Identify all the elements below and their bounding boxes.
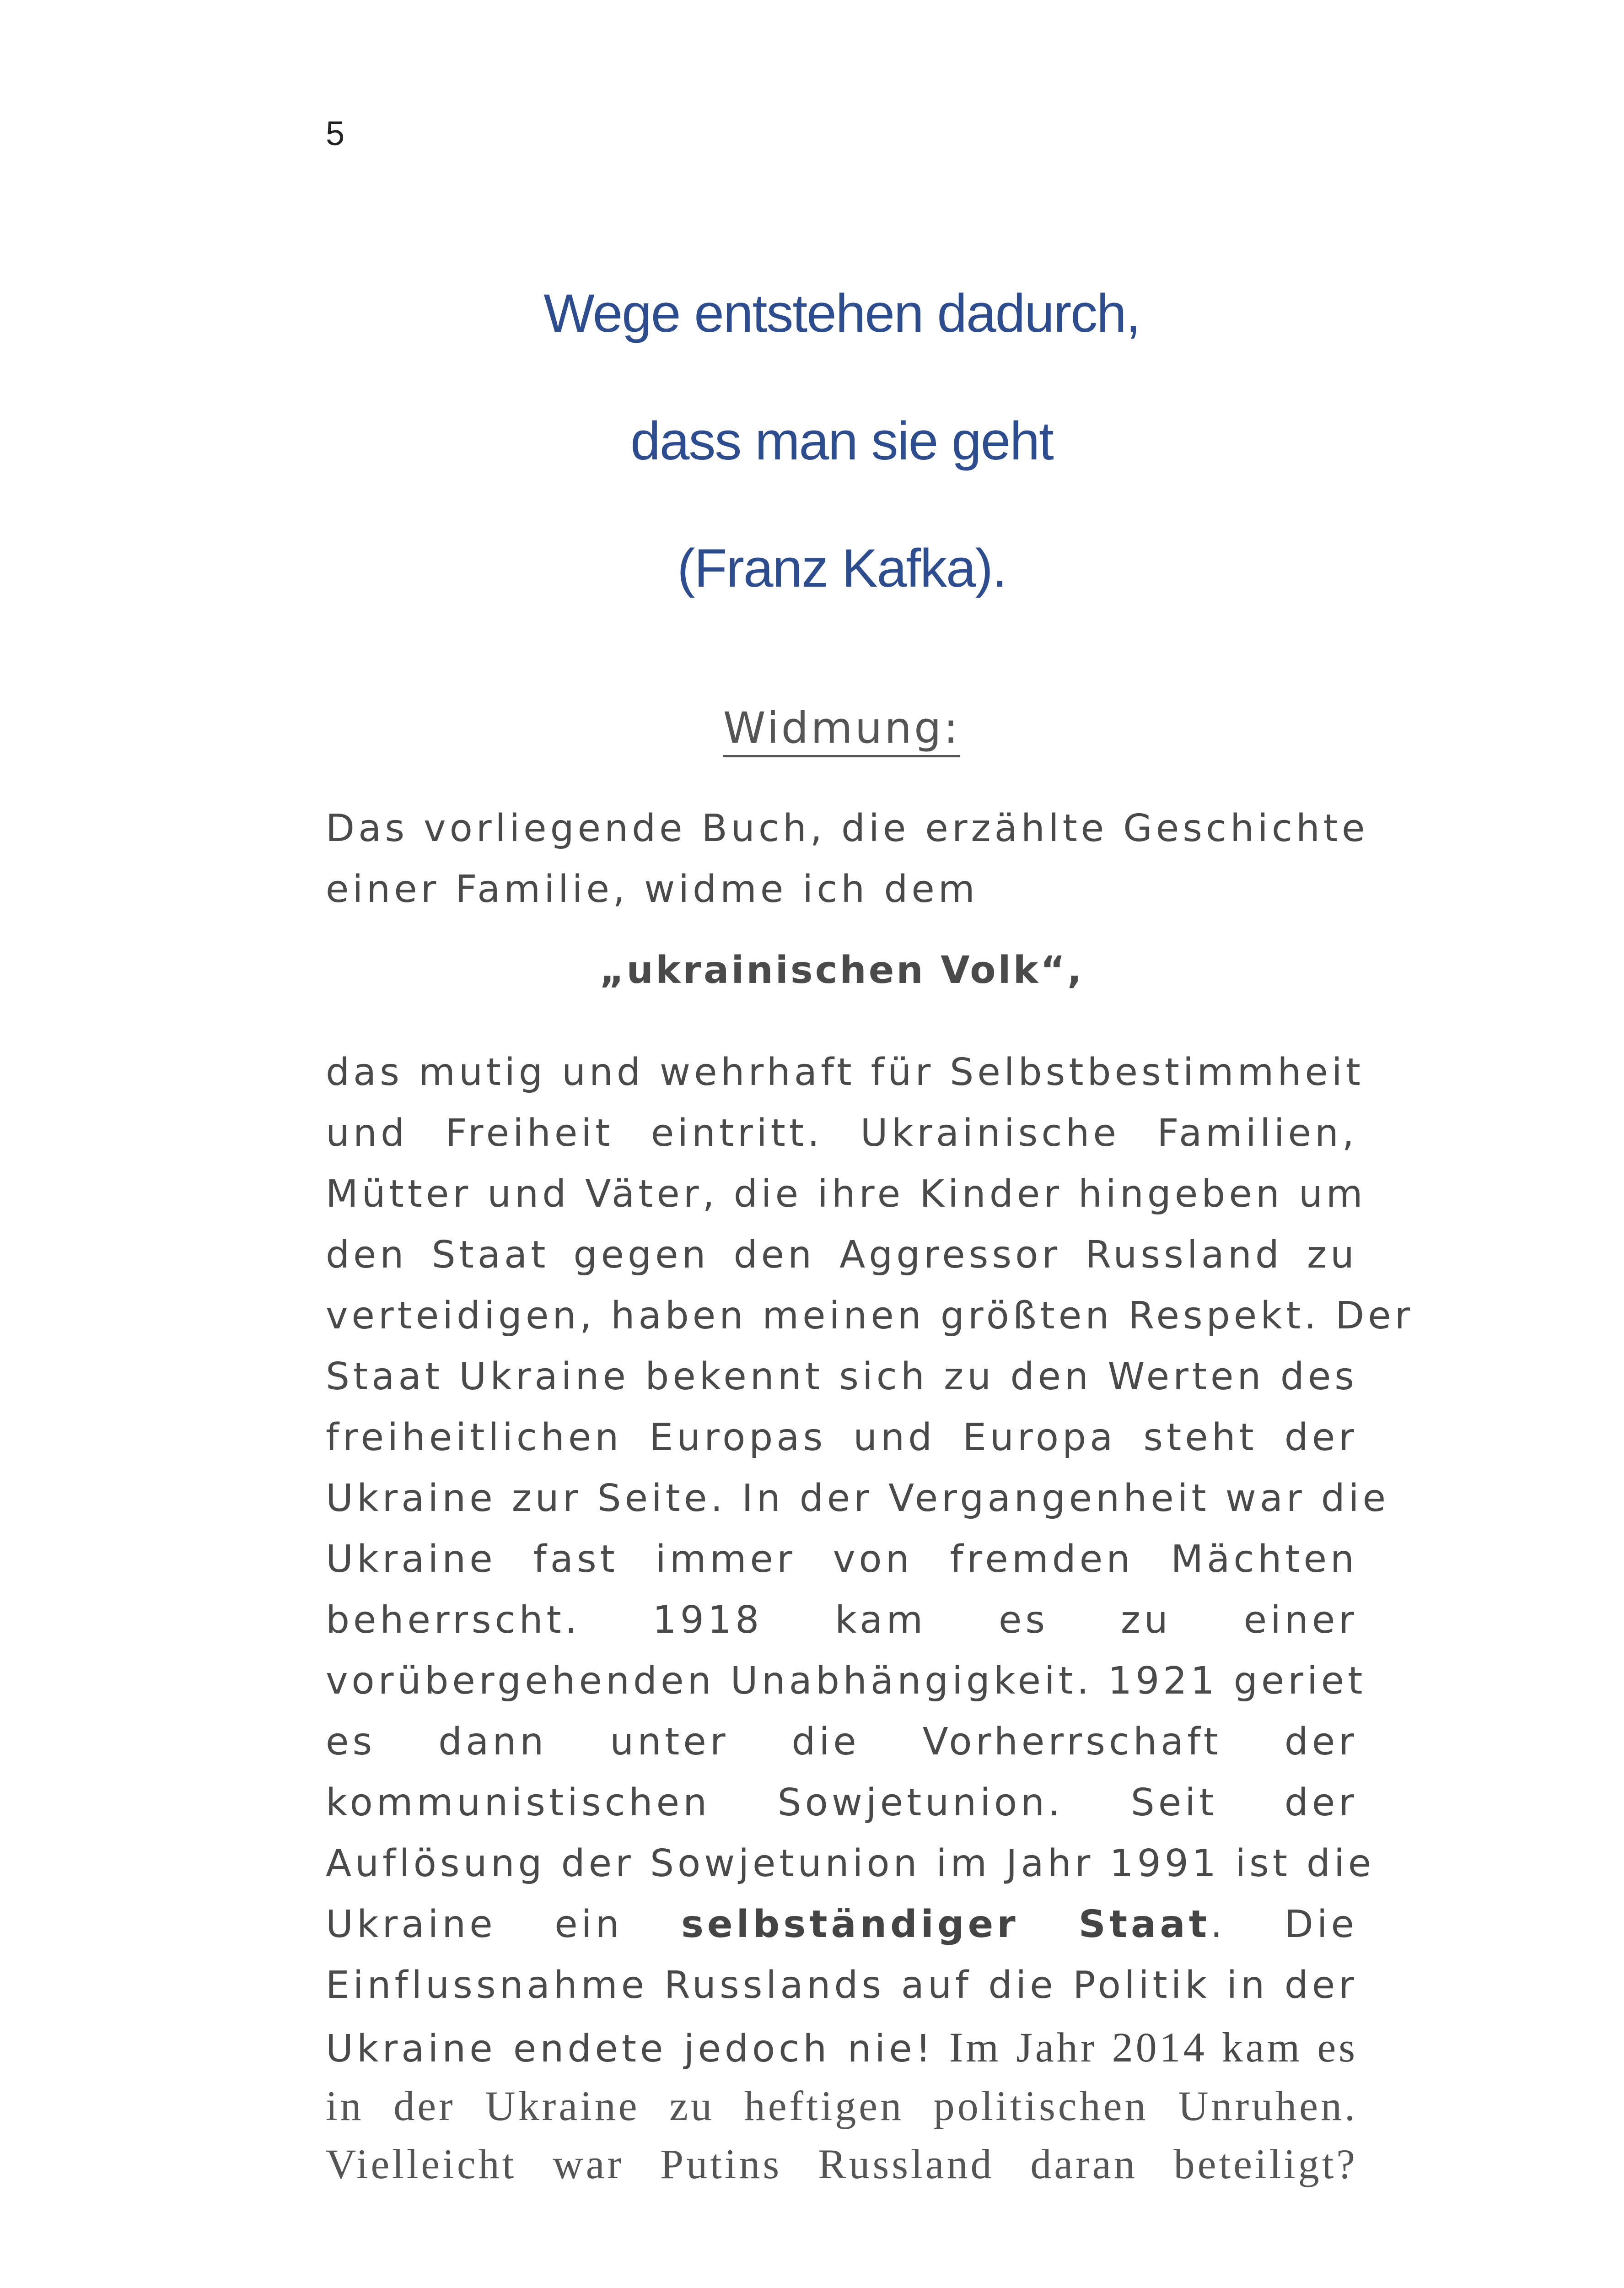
body-line-2: und Freiheit eintritt. Ukrainische Familien, bbox=[326, 1112, 1358, 1155]
body-line-14: Auflösung der Sowjetunion im Jahr 1991 ist die bbox=[326, 1842, 1375, 1885]
dedication-heading bbox=[326, 703, 1358, 753]
body-line-6: Staat Ukraine bekennt sich zu den Werten des bbox=[326, 1355, 1358, 1398]
body-line-17 bbox=[326, 2024, 1358, 2071]
body-line-17-serif: Im Jahr 2014 kam es bbox=[934, 2024, 1358, 2071]
body-line-4: den Staat gegen den Aggressor Russland zu bbox=[326, 1233, 1358, 1277]
body-line-8: Ukraine zur Seite. In der Vergangenheit war die bbox=[326, 1477, 1390, 1520]
emphasis-selbstaendiger-staat: selbständiger Staat bbox=[681, 1903, 1210, 1946]
dedicatee: „ukrainischen Volk“, bbox=[599, 949, 1084, 992]
body-line-9: Ukraine fast immer von fremden Mächten bbox=[326, 1538, 1358, 1581]
body-line-15-end: . Die bbox=[1210, 1903, 1358, 1946]
body-line-1: das mutig und wehrhaft für Selbstbestimmheit bbox=[326, 1051, 1364, 1094]
body-line-17-sans: Ukraine endete jedoch nie! bbox=[326, 2027, 935, 2071]
motto-line-3: (Franz Kafka). bbox=[677, 538, 1006, 599]
body-line-19: Vielleicht war Putins Russland daran beteiligt? bbox=[326, 2141, 1358, 2187]
body-line-11: vorübergehenden Unabhängigkeit. 1921 geriet bbox=[326, 1659, 1366, 1703]
intro-line-2: einer Familie, widme ich dem bbox=[326, 868, 979, 911]
body-line-5: verteidigen, haben meinen größten Respekt. Der bbox=[326, 1294, 1414, 1338]
body-line-15 bbox=[326, 1903, 1358, 1946]
body-line-12: es dann unter die Vorherrschaft der bbox=[326, 1720, 1358, 1764]
body-line-10: beherrscht. 1918 kam es zu einer bbox=[326, 1598, 1358, 1642]
motto-line-2: dass man sie geht bbox=[630, 411, 1053, 471]
body-line-7: freiheitlichen Europas und Europa steht der bbox=[326, 1416, 1358, 1459]
motto-line-1: Wege entstehen dadurch, bbox=[543, 283, 1140, 344]
body-line-18: in der Ukraine zu heftigen politischen Unruhen. bbox=[326, 2083, 1358, 2129]
body-line-15-start: Ukraine ein bbox=[326, 1903, 623, 1946]
body-line-16: Einflussnahme Russlands auf die Politik in der bbox=[326, 1964, 1358, 2007]
page-number: 5 bbox=[326, 114, 345, 152]
body-line-13: kommunistischen Sowjetunion. Seit der bbox=[326, 1781, 1358, 1824]
intro-line-1: Das vorliegende Buch, die erzählte Geschichte bbox=[326, 807, 1369, 850]
dedication-heading-text: Widmung: bbox=[723, 703, 961, 757]
body-line-3: Mütter und Väter, die ihre Kinder hingeben um bbox=[326, 1172, 1366, 1216]
